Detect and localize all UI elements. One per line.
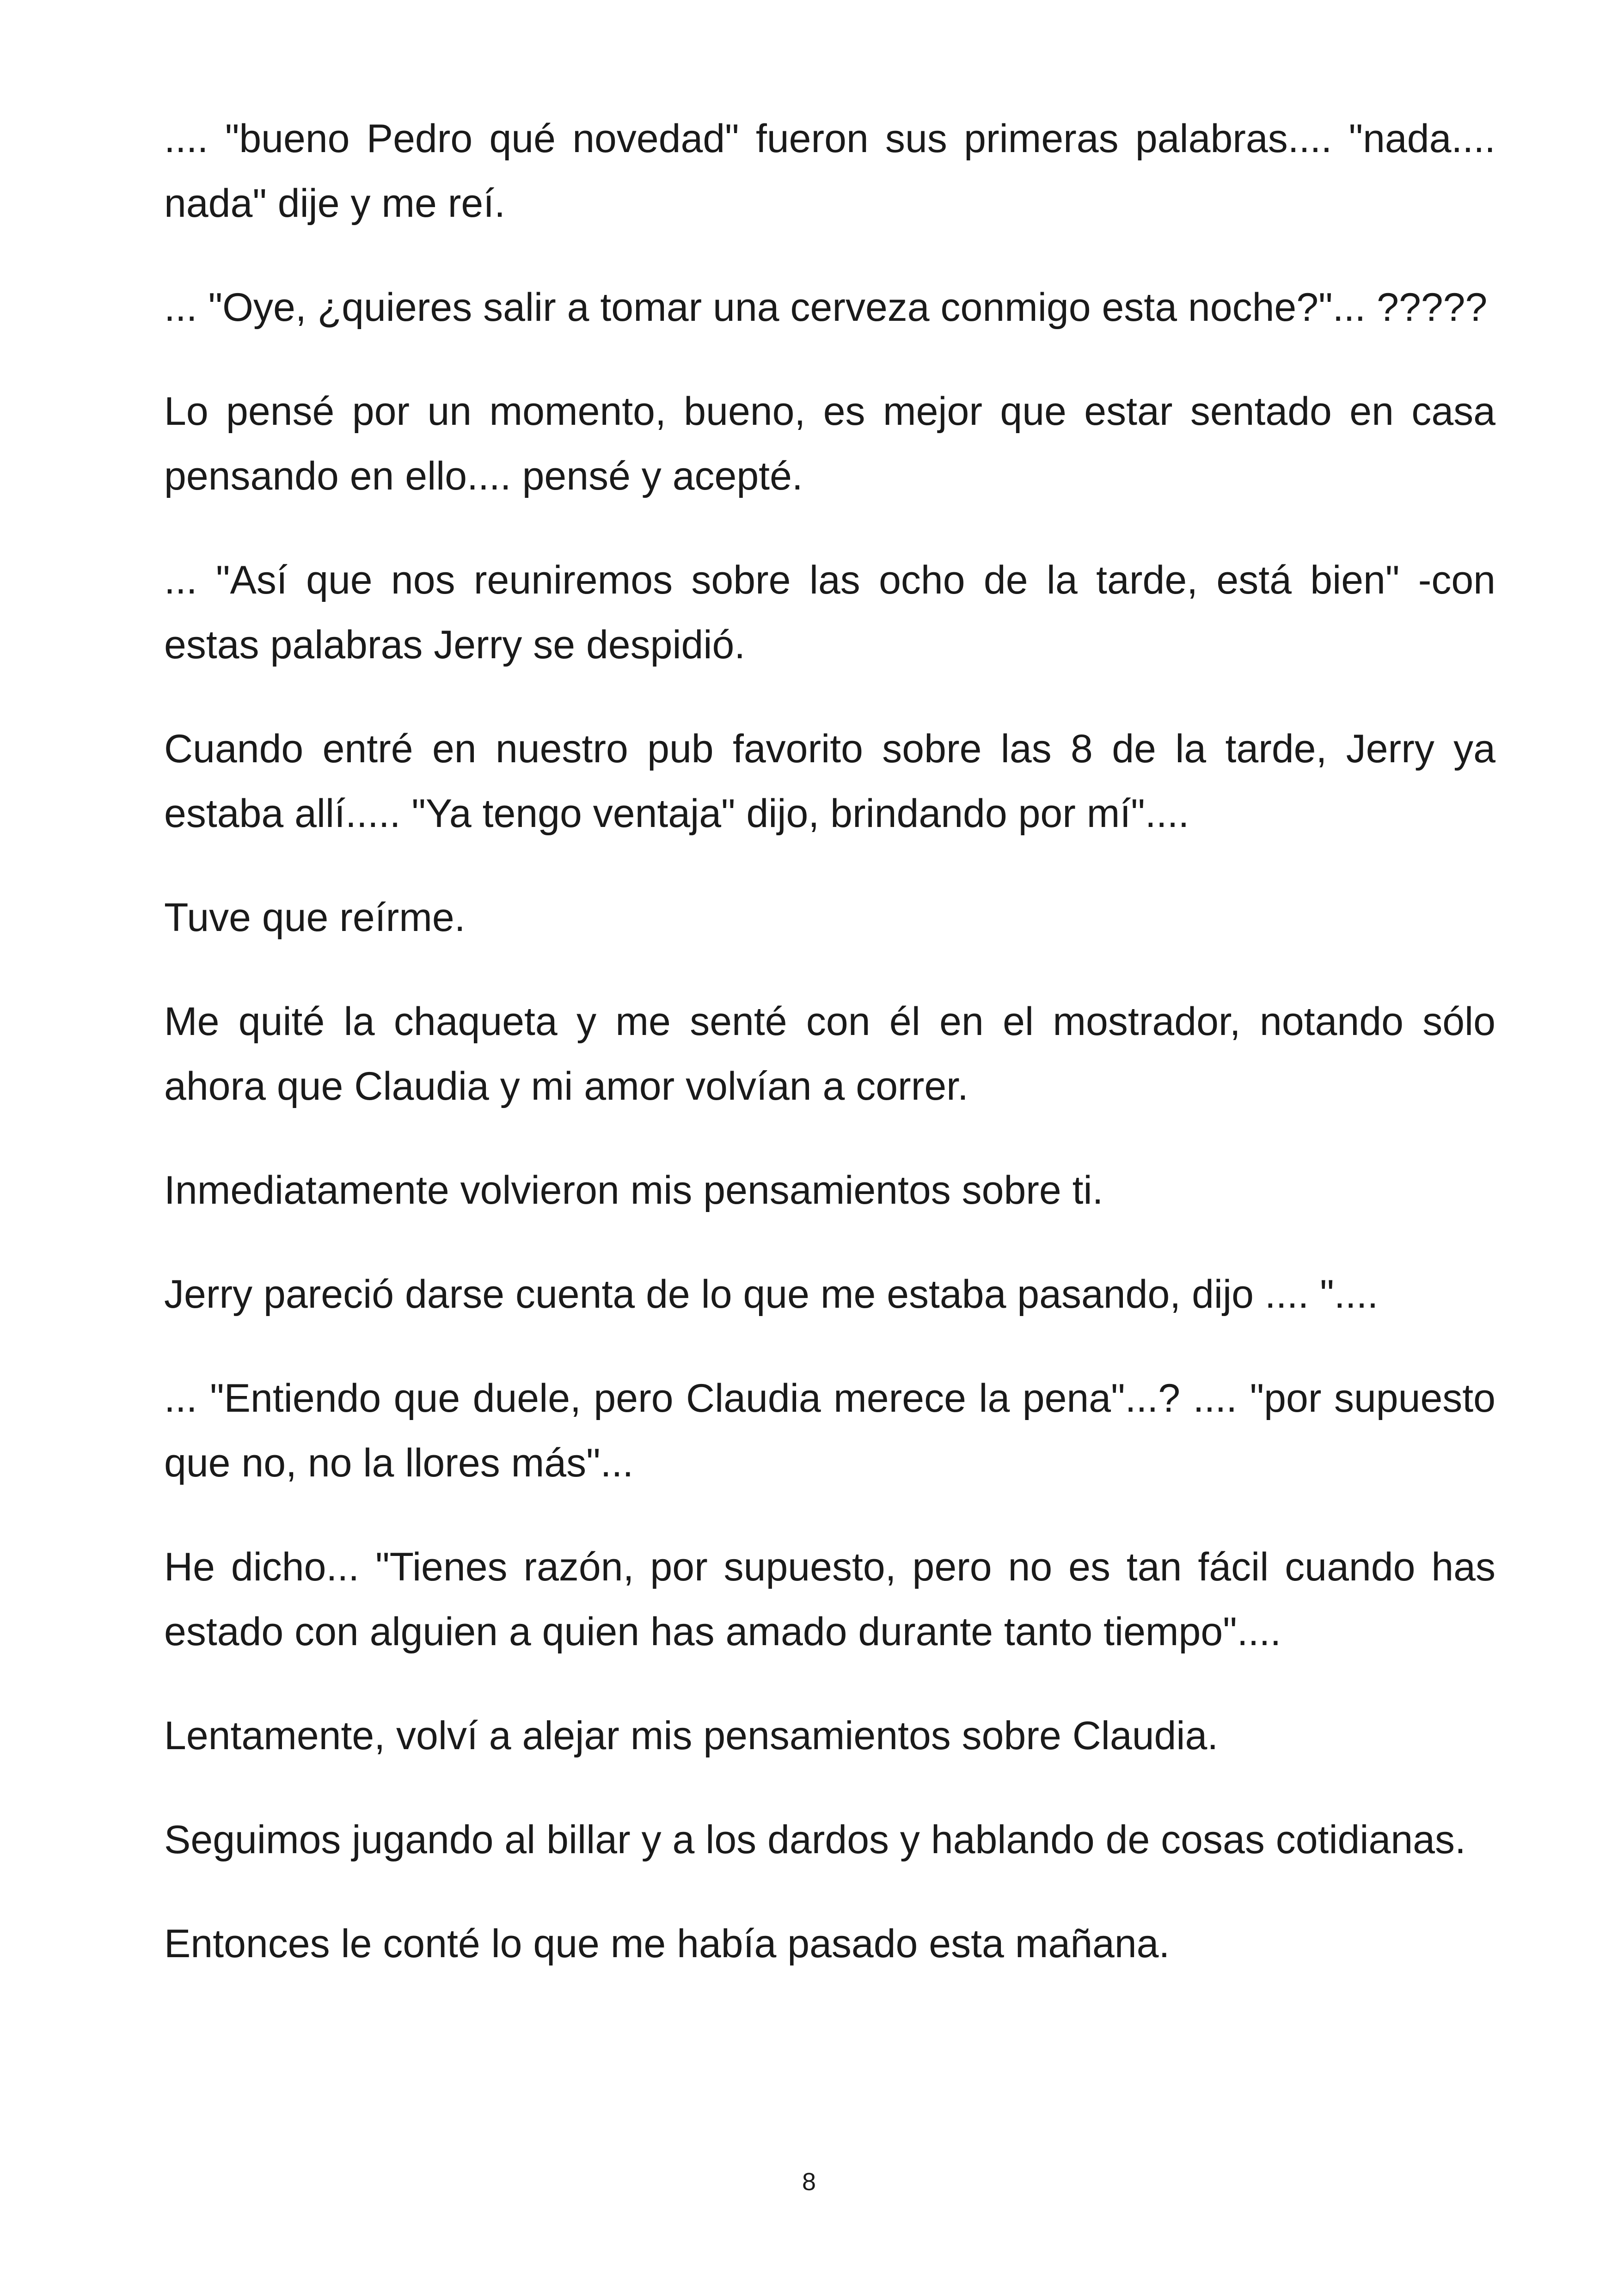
paragraph: ... "Así que nos reuniremos sobre las ocho de la tarde, está bien" -con estas palabras Jerry se despidió. — [164, 558, 1495, 667]
paragraph: Tuve que reírme. — [164, 895, 466, 940]
paragraph: Cuando entré en nuestro pub favorito sobre las 8 de la tarde, Jerry ya estaba allí..... "Ya tengo ventaja" dijo, brindando por mí".... — [164, 727, 1495, 836]
paragraph: ... "Entiendo que duele, pero Claudia merece la pena"...? .... "por supuesto que no, no la llores más"... — [164, 1376, 1495, 1485]
paragraph: .... "bueno Pedro qué novedad" fueron sus primeras palabras.... "nada.... nada" dije y me reí. — [164, 116, 1495, 226]
paragraph: Seguimos jugando al billar y a los dardos y hablando de cosas cotidianas. — [164, 1818, 1466, 1862]
paragraph: He dicho... "Tienes razón, por supuesto, pero no es tan fácil cuando has estado con alguien a quien has amado durante tanto tiempo".... — [164, 1545, 1495, 1654]
page-number: 8 — [802, 2168, 816, 2196]
paragraph: ... "Oye, ¿quieres salir a tomar una cerveza conmigo esta noche?"... ????? — [164, 285, 1488, 330]
paragraph: Lo pensé por un momento, bueno, es mejor que estar sentado en casa pensando en ello.... pensé y acepté. — [164, 389, 1495, 498]
paragraph: Lentamente, volví a alejar mis pensamientos sobre Claudia. — [164, 1714, 1219, 1758]
paragraph: Me quité la chaqueta y me senté con él en el mostrador, notando sólo ahora que Claudia y mi amor volvían a correr. — [164, 999, 1495, 1108]
paragraph: Entonces le conté lo que me había pasado esta mañana. — [164, 1922, 1170, 1966]
paragraph: Inmediatamente volvieron mis pensamientos sobre ti. — [164, 1168, 1103, 1212]
paragraph: Jerry pareció darse cuenta de lo que me estaba pasando, dijo .... ".... — [164, 1272, 1379, 1316]
body-text — [164, 106, 1495, 2015]
